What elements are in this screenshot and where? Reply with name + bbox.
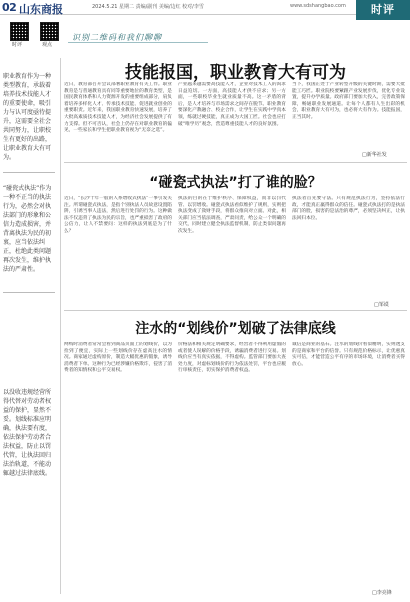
article-column: 执法的目的在于维护秩序、保障权益，而非以罚代管、以罚增收。碰瓷式执法看似维护了规则，实则把执法变成了敛财手段，将群众推向对立面。对此，相关部门应当依法调查，严肃问责，给公众一个明确的交代，同时建立健全执法监督机制，防止类似问题再次发生。 xyxy=(178,196,286,234)
article-column: 执法者首先要守法。只有规范执法行为，坚持依法行政，才能真正赢得群众的信任。碰瓷式执法打的是执法部门的脸，损害的是法治的尊严，必须坚决纠正，让执法回归本位。 xyxy=(292,196,405,221)
article-column: 近日，“长沙十年一般的人系增收式执法”一事引发关注。所谓碰瓷式执法，是指个别执法人员故意设置陷阱，引诱当事人违法，然后进行处罚的行为。这种做法不仅违背了执法为民的宗旨，也严重损害了政府的公信力，让人不禁要问：这样的执法到底是为了什么？ xyxy=(64,196,172,234)
website-url[interactable]: www.sdshangbao.com xyxy=(290,3,346,9)
sidebar-summary: 职业教育作为一种类型教育，承载着培养技术技能人才的重要使命，吸引力与认可度亟待提升，这需要全社会共同努力，让职校生有更好的出路，让职业教育大有可为。 xyxy=(3,73,52,161)
divider xyxy=(64,162,407,163)
article-column: 价格法和相关规定明确要求，经营者不得利用虚假的或者使人误解的价格手段，诱骗消费者进行交易。划线价应当有真实依据，不得虚构。监管部门要加大查处力度，对虚标划线价的行为依法处罚，平台也应履行审核责任，切实保护消费者权益。 xyxy=(178,342,286,374)
article-column: 网购时消费者常常会看到商品页面上的划线价，以为捡到了便宜，实际上一些划线价存在虚高注水的情况。商家通过虚构原价，制造大幅优惠的假象，诱导消费者下单。这种行为已经涉嫌价格欺诈，侵害了消费者的知情权和公平交易权。 xyxy=(64,342,172,374)
article-headline: 技能报国，职业教育大有可为 xyxy=(125,63,346,83)
divider xyxy=(64,310,407,311)
page-header xyxy=(0,0,410,15)
qr-label: 观点 xyxy=(42,42,53,48)
article-author: □邹谟 xyxy=(374,302,389,308)
article-column: 近日，教育部召开会议部署职业教育有关工作。职业教育是与普通教育具有同等重要地位的教育类型，是国民教育体系和人力资源开发的重要组成部分，肩负着培养多样化人才、传承技术技能、促进就业创业的重要职责。近年来，我国职业教育快速发展，培养了大批高素质技术技能人才，为经济社会发展提供了有力支撑。但不可否认，社会上仍存在对职业教育的偏见，一些家长和学生把职业教育视为“无奈之选”。 xyxy=(64,82,172,134)
qr-code-icon[interactable] xyxy=(10,22,29,41)
article-headline: 注水的“划线价”划破了法律底线 xyxy=(135,321,336,337)
sidebar-summary: “碰瓷式执法”作为一种不正当的执法行为，必然会对执法部门的形象和公信力造成损害，并背离执法为民的初衷，应当依法纠正，杜绝此类问题再次发生，维护执法的严肃性。 xyxy=(3,185,52,273)
qr-label: 时评 xyxy=(12,42,23,48)
page-number: 02 xyxy=(2,1,17,14)
scan-banner: 识别二维码和我们聊聊 xyxy=(72,33,162,42)
newspaper-name: 山东商报 xyxy=(19,3,63,16)
divider xyxy=(3,292,55,293)
issue-info: 2024.5.21 星期二 责编/副刊 美编/边红 校对/李雪 xyxy=(92,4,204,10)
article-headline: “碰瓷式执法”打了谁的脸？ xyxy=(149,175,322,191)
divider xyxy=(68,42,208,43)
qr-code-icon[interactable] xyxy=(40,22,59,41)
divider xyxy=(3,172,55,173)
section-tag: 时评 xyxy=(356,0,410,20)
article-column: 当下，我国正处于产业转型升级的关键时期，需要大批能工巧匠。职业院校要紧跟产业发展步伐，优化专业设置，提升办学质量。政府部门要加大投入，完善政策保障，畅通职业发展通道。让每个人都有人生出彩的机会，职业教育大有可为，也必将大有作为。技能报国，正当其时。 xyxy=(292,82,405,120)
article-column: 产业越来越需要高技能人才，企业对技术工人的渴求日益迫切。一方面，高技能人才供不应求；另一方面，一些职校毕业生就业质量不高。这一矛盾的背后，是人才培养与市场需求之间存在脱节。职业教育要深化产教融合、校企合作，让学生在实践中学真本领，练就过硬技能，真正成为大国工匠。社会也应打破“唯学历”观念，营造尊重技能人才的良好氛围。 xyxy=(178,82,286,127)
article-author: □新华社发 xyxy=(362,152,387,158)
sidebar-summary: 以没收违规经营所得代替对劳动者权益的保护，显然不妥。划线标准应明确，执法要有度，依法保护劳动者合法权益，防止以罚代管，让执法回归法治轨道，不能动辄越过法律底线。 xyxy=(3,389,52,477)
column-divider xyxy=(60,58,61,594)
article-column: 诚信是商业的基石。注水的划线价看似精明，实则透支的是商家和平台的信誉。只有规范价格标示，让优惠真实可信，才能营造公平有序的市场环境，让消费者买得放心。 xyxy=(292,342,405,367)
article-author: □李亮锋 xyxy=(372,590,392,596)
